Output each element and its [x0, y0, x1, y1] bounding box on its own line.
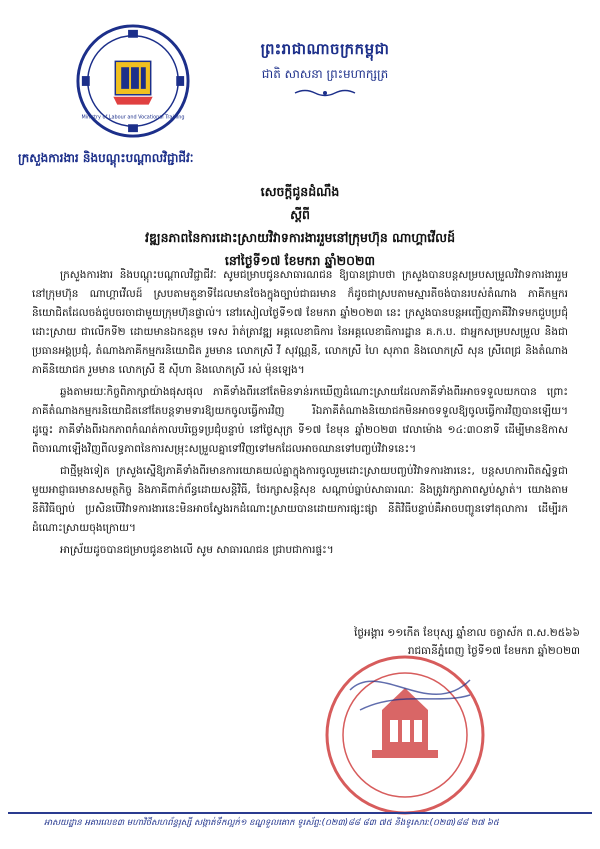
notice-date-line: នៅថ្ងៃទី១៧ ខែមករា ឆ្នាំ២០២៣ [224, 253, 376, 268]
logo-text: Ministry of Labour and Vocational Training [81, 114, 185, 121]
paragraph-closing: អាស្រ័យដូចបានជម្រាបជូនខាងលើ សូម សាធារណជន ជ្រាបជាការផ្ទះ។ [60, 544, 334, 556]
kingdom-name: ព្រះរាជាណាចក្រកម្ពុជា [260, 40, 390, 58]
national-motto: ជាតិ សាសនា ព្រះមហាក្សត្រ [261, 67, 389, 81]
ministry-name: ក្រសួងការងារ និងបណ្តុះបណ្តាលវិជ្ជាជីវៈ [18, 151, 194, 165]
official-seal [320, 650, 490, 820]
notice-subject-label: ស្តីពី [290, 207, 310, 222]
tacteing-ornament [293, 88, 357, 98]
lunar-date: ថ្ងៃអង្គារ ១១កើត ខែបុស្ស ឆ្នាំខាល ចត្វាស័ក ព.ស.២៥៦៦ [354, 627, 580, 639]
footer-divider [8, 812, 592, 814]
notice-titles [30, 180, 570, 272]
notice-title: សេចក្តីជូនដំណឹង [260, 184, 340, 199]
kingdom-header [220, 40, 430, 98]
ministry-logo [74, 22, 192, 140]
notice-body [32, 266, 568, 563]
paragraph-discussion: ឆ្លងតាមរយៈកិច្ចពិភាក្សាយ៉ាងផុសផុល ភាគីទាំងពីរនៅតែមិនទាន់រកឃើញដំណោះស្រាយដែលភាគីទាំងពីរអាចទទួលយកបាន ព្រោះភាគីតំណាងកម្មករនិយោជិតនៅតែបន្តទាមទារឱ្យយកចូលធ្វើការវិញ រីឯភាគីតំណាងនិយោជកមិនអាចទទួលឱ្យចូលធ្វើការវិញបានឡើយ។ ដូច្នេះ ភាគីទាំងពីរឯកភាពកំណត់កាលបរិច្ឆេទប្រជុំបន្ទាប់ នៅថ្ងៃសុក្រ ទី១៧ ខែមុន ឆ្នាំ២០២៣ វេលាម៉ោង ១៤:៣០នាទី ដើម្បីមានឱកាសពិចារណាឡើងវិញពីលទ្ធភាពនៃការសម្រុះសម្រួលគ្នាទៅវិញទៅមកដែលអាចឈានទៅបញ្ចប់វិវាទនេះ។ [32, 386, 568, 455]
solar-date: រាជធានីភ្នំពេញ ថ្ងៃទី១៧ ខែមករា ឆ្នាំ២០២៣ [407, 645, 580, 657]
paragraph-intro: ក្រសួងការងារ និងបណ្តុះបណ្តាលវិជ្ជាជីវៈ សូមជម្រាបជូនសាធារណជន ឱ្យបានជ្រាបថា ក្រសួងបានបន្តសម្របសម្រួលវិវាទការងាររួមនៅក្រុមហ៊ុន ណាហ្គាវើលដ៍ ស្របតាមតួនាទីដែលមានចែងក្នុងច្បាប់ជាធរមាន ក៏ដូចជាស្របតាមស្មារតីចង់បានរបស់តំណាង ភាគីកម្មករនិយោជិតដែលចង់ជួបចរចាជាមួយក្រុមហ៊ុនផ្ទាល់។ នៅរសៀលថ្ងៃទី១៧ ខែមករា ឆ្នាំ២០២៣ នេះ ក្រសួងបានបន្តអញ្ជើញភាគីវិវាទមកជួបប្រជុំដោះស្រាយ ជាលើកទី២ ដោយមានឯកឧត្តម ទេស រ៉ាត់ត្រាវឌ្ឍ អគ្គលេខាធិការ នៃអគ្គលេខាធិការដ្ឋាន គ.ក.ប. ជាអ្នកសម្របសម្រួល និងជាប្រធានអង្គប្រជុំ, តំណាងភាគីកម្មករនិយោជិត រួមមាន លោកស្រី វី សុវណ្ណនី, លោកស្រី ហៃ សុភាព និងលោកស្រី សុន ស្រីពេជ្រ និងតំណាងភាគីនិយោជក រួមមាន លោកស្រី ឌី ស៊ីហា និងលោកស្រី រស់ ម៉ុនឡេង។ [32, 269, 568, 376]
notice-subject: វឌ្ឍនភាពនៃការដោះស្រាយវិវាទការងាររួមនៅក្រុមហ៊ុន ណាហ្គាវើលដ៍ [144, 230, 456, 245]
footer-address: អាសយដ្ឋាន អគារលេខ៣ មហាវិថីសហព័ន្ធរុស្សី សង្កាត់ទឹកល្អក់១ ខណ្ឌទួលគោក ទូរស័ព្ទ:(០២៣)៨៨ ៨៣ ៧៥ និងទូរសារ:(០២៣)៨៨ ២៧ ៦៥ [44, 818, 499, 828]
paragraph-request: ជាថ្មីម្តងទៀត ក្រសួងស្នើឱ្យភាគីទាំងពីរមានការយោគយល់គ្នាក្នុងការចូលរួមដោះស្រាយបញ្ចប់វិវាទការងារនេះ, បន្តសហការពិតស្និទ្ធជាមួយអាជ្ញាធរមានសមត្ថកិច្ច និងភាគីពាក់ព័ន្ធដោយសន្តិវិធី, ថែរក្សាសន្តិសុខ សណ្តាប់ធ្នាប់សាធារណៈ និងត្រូវរក្សាភាពស្ងប់ស្ងាត់។ យោងតាមនីតិវិធីច្បាប់ ប្រសិនបើវិវាទការងារនេះមិនអាចស្វែងរកដំណោះស្រាយបានដោយការផ្សះផ្សា នីតិវិធីបន្ទាប់គឺអាចបញ្ជូនទៅតុលាការ ដើម្បីរកដំណោះស្រាយចុងក្រោយ។ [32, 465, 568, 534]
